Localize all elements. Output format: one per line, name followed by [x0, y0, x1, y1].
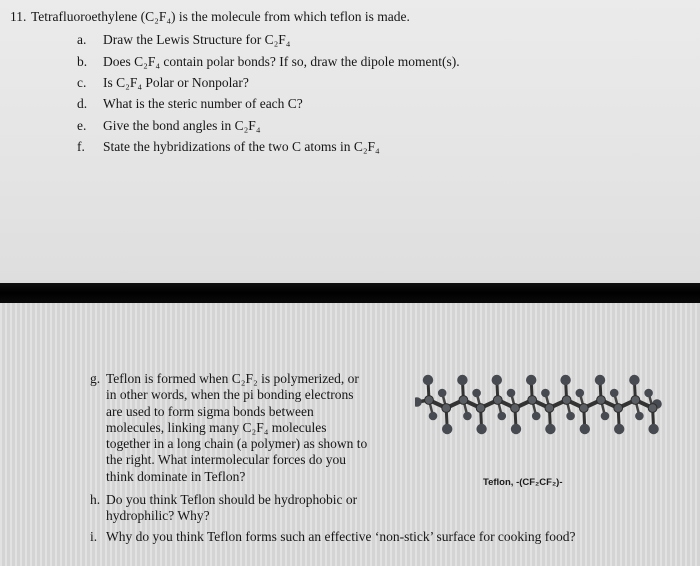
- fluorine-atom: [580, 424, 590, 434]
- fluorine-atom: [472, 389, 481, 398]
- part-g-line: in other words, when the pi bonding electrons: [106, 387, 354, 403]
- part-d-label: d.: [77, 96, 88, 111]
- carbon-atom: [597, 396, 606, 405]
- part-g-line: molecules, linking many C₂F₄ molecules: [106, 419, 327, 435]
- carbon-atom: [545, 404, 554, 413]
- fluorine-atom: [463, 412, 472, 421]
- fluorine-atom: [532, 412, 541, 421]
- fluorine-atom: [635, 412, 644, 421]
- carbon-atom: [579, 404, 588, 413]
- fluorine-atom: [476, 424, 486, 434]
- part-g-line: Teflon is formed when C₂F₂ is polymerized, or: [106, 371, 359, 386]
- carbon-atom: [614, 404, 623, 413]
- fluorine-atom: [423, 375, 433, 385]
- part-i-label: i.: [90, 529, 98, 544]
- fluorine-atom: [629, 375, 639, 385]
- carbon-atom: [493, 396, 502, 405]
- part-a-text: Draw the Lewis Structure for C₂F₄: [103, 32, 291, 47]
- part-g-line: think dominate in Teflon?: [106, 468, 246, 484]
- part-c-text: Is C₂F₄ Polar or Nonpolar?: [103, 75, 249, 90]
- fluorine-atom: [610, 389, 619, 398]
- fluorine-atom: [498, 412, 507, 421]
- fluorine-atom: [442, 424, 452, 434]
- question-title: Tetrafluoroethylene (C₂F₄) is the molecule from which teflon is made.: [31, 9, 410, 24]
- carbon-atom: [528, 396, 537, 405]
- fluorine-atom: [438, 389, 447, 398]
- carbon-atom: [511, 404, 520, 413]
- part-g-line: together in a long chain (a polymer) as shown to: [106, 436, 368, 452]
- fluorine-atom: [595, 375, 605, 385]
- fluorine-atom: [576, 389, 585, 398]
- fluorine-atom: [526, 375, 536, 385]
- part-i-text: Why do you think Teflon forms such an effective ‘non-stick’ surface for cooking food?: [106, 529, 576, 544]
- fluorine-atom: [545, 424, 555, 434]
- part-g-label: g.: [90, 371, 101, 386]
- part-f-text: State the hybridizations of the two C atoms in C₂F₄: [103, 139, 380, 154]
- teflon-caption: Teflon, -(CF₂CF₂)-: [483, 477, 563, 488]
- fluorine-atom: [429, 412, 438, 421]
- part-g-line: the right. What intermolecular forces do you: [106, 452, 347, 468]
- part-h-line: Do you think Teflon should be hydrophobic or: [106, 492, 358, 507]
- part-d-text: What is the steric number of each C?: [103, 96, 303, 111]
- fluorine-atom: [566, 412, 575, 421]
- fluorine-atom: [541, 389, 550, 398]
- part-f-label: f.: [77, 139, 85, 154]
- fluorine-atom: [648, 424, 658, 434]
- fluorine-atom: [492, 375, 502, 385]
- black-divider-band: [0, 283, 700, 303]
- fluorine-atom: [560, 375, 570, 385]
- fluorine-atom: [507, 389, 516, 398]
- part-b-label: b.: [77, 54, 88, 69]
- fluorine-atom: [601, 412, 610, 421]
- fluorine-atom: [511, 424, 521, 434]
- part-g-line: are used to form sigma bonds between: [106, 403, 314, 419]
- question-number: 11.: [10, 9, 27, 24]
- part-e-label: e.: [77, 118, 87, 133]
- part-c-label: c.: [77, 75, 87, 90]
- part-g-text: [106, 371, 367, 485]
- part-h-line: hydrophilic? Why?: [106, 508, 210, 524]
- part-h-label: h.: [90, 492, 101, 507]
- carbon-atom: [648, 404, 657, 413]
- part-h-text: [106, 492, 357, 525]
- carbon-atom: [459, 396, 468, 405]
- carbon-atom: [476, 404, 485, 413]
- part-e-text: Give the bond angles in C₂F₄: [103, 118, 261, 133]
- carbon-atom: [425, 396, 434, 405]
- carbon-atom: [562, 396, 571, 405]
- carbon-atom: [631, 396, 640, 405]
- fluorine-atom: [457, 375, 467, 385]
- fluorine-atom: [614, 424, 624, 434]
- fluorine-atom: [415, 397, 422, 407]
- part-a-label: a.: [77, 32, 87, 47]
- teflon-polymer-model: [415, 370, 665, 470]
- part-b-text: Does C₂F₄ contain polar bonds? If so, draw the dipole moment(s).: [103, 54, 460, 69]
- fluorine-atom: [644, 389, 653, 398]
- carbon-atom: [442, 404, 451, 413]
